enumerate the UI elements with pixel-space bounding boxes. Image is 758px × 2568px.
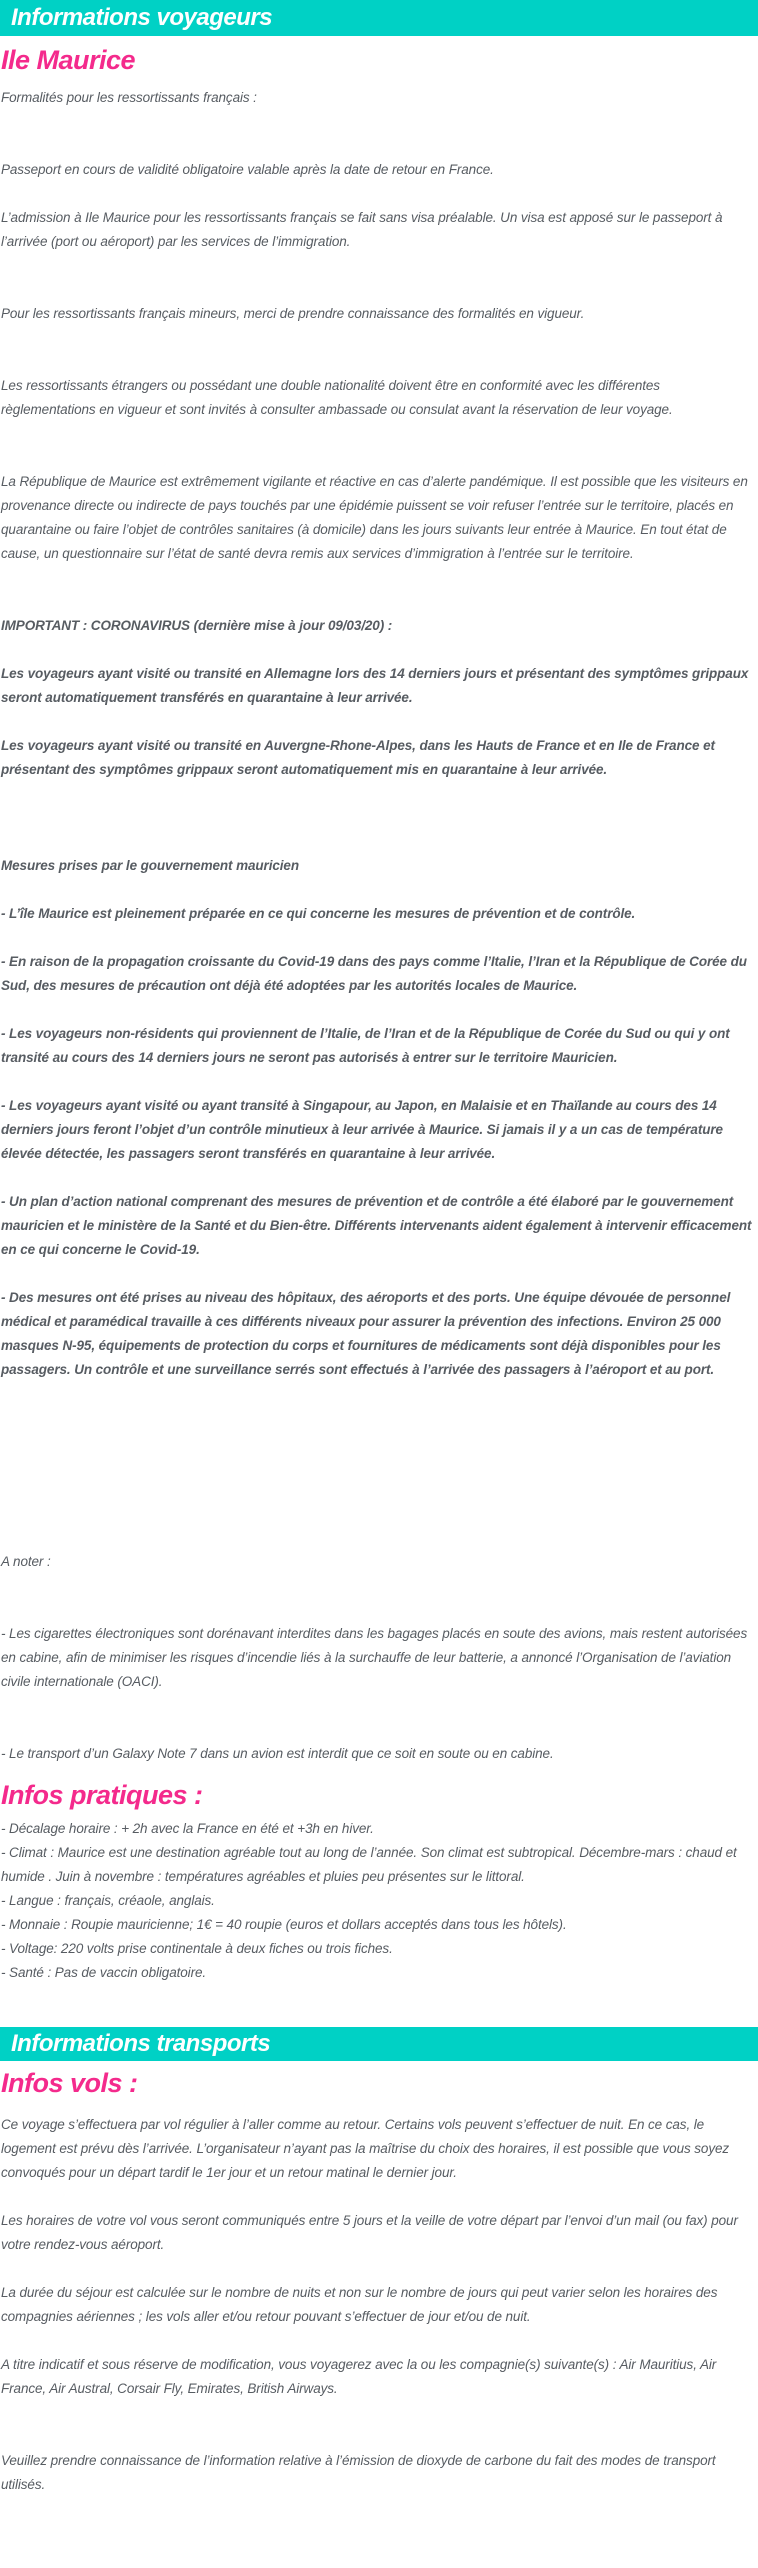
paragraph [1,2401,756,2425]
list-item: - Climat : Maurice est une destination agréable tout au long de l’année. Son climat est subtropical. Décembre-mars : chaud et humide . Juin à novembre : températures agréables et pluies peu présentes sur le littoral. [1,1845,737,1884]
paragraph [1,446,756,470]
paragraph: - L’île Maurice est pleinement préparée en ce qui concerne les mesures de prévention et de contrôle. [1,906,636,921]
paragraph [1,1382,756,1406]
paragraph: Les voyageurs ayant visité ou transité en Allemagne lors des 14 derniers jours et présentant des symptômes grippaux seront automatiquement transférés en quarantaine à leur arrivée. [1,666,749,705]
paragraph: Les horaires de votre vol vous seront communiqués entre 5 jours et la veille de votre départ par l’envoi d’un mail (ou fax) pour votre rendez-vous aéroport. [1,2213,738,2252]
paragraph: - En raison de la propagation croissante du Covid-19 dans des pays comme l’Italie, l’Iran et la République de Corée du Sud, des mesures de précaution ont déjà été adoptées par les autorités locales de Maurice. [1,954,747,993]
paragraph [1,1502,756,1526]
paragraph: La durée du séjour est calculée sur le nombre de nuits et non sur le nombre de jours qui peut varier selon les horaires des compagnies aériennes ; les vols aller et/ou retour pouvant s’effectuer de jour et/ou de nuit. [1,2285,718,2324]
paragraph [1,2257,756,2281]
paragraph: - Les voyageurs ayant visité ou ayant transité à Singapour, au Japon, en Malaisie et en Thaïlande au cours des 14 derniers jours feront l’objet d’un contrôle minutieux à leur arrivée à Maurice. Si jamais il y a un cas de température élevée détectée, les passagers seront transférés en quarantaine à leur arrivée. [1,1098,723,1161]
paragraph [1,926,756,950]
paragraph: Formalités pour les ressortissants français : [1,90,257,105]
paragraph: Les ressortissants étrangers ou possédant une double nationalité doivent être en conformité avec les différentes règlementations en vigueur et sont invités à consulter ambassade ou consulat avant la réservation de leur voyage. [1,378,673,417]
heading-infos-pratiques: Infos pratiques : [1,1780,203,1810]
paragraph: - Des mesures ont été prises au niveau des hôpitaux, des aéroports et des ports. Une équipe dévouée de personnel médical et paramédical travaille à ces différents niveaux pour assurer la prévention des infections. Environ 25 000 masques N-95, équipements de protection du corps et fournitures de médicaments sont déjà disponibles pour les passagers. Un contrôle et une surveillance serrés sont effectués à l’arrivée des passagers à l’aéroport et au port. [1,1290,731,1377]
paragraph [1,1526,756,1550]
paragraph [1,2425,756,2449]
paragraph: L’admission à Ile Maurice pour les ressortissants français se fait sans visa préalable. Un visa est apposé sur le passeport à l’arrivée (port ou aéroport) par les services de l’immigration. [1,210,723,249]
paragraph: - Le transport d’un Galaxy Note 7 dans un avion est interdit que ce soit en soute ou en cabine. [1,1746,554,1761]
paragraph [1,1478,756,1502]
paragraph [1,1406,756,1430]
paragraph [1,878,756,902]
paragraph [1,638,756,662]
paragraph [1,254,756,278]
list-item: - Langue : français, créaole, anglais. [1,1893,215,1908]
paragraph [1,1694,756,1718]
paragraph [1,566,756,590]
paragraph [1,1718,756,1742]
paragraph: IMPORTANT : CORONAVIRUS (dernière mise à jour 09/03/20) : [1,618,393,633]
paragraph [1,278,756,302]
paragraph: Ce voyage s’effectuera par vol régulier à l’aller comme au retour. Certains vols peuvent s’effectuer de nuit. En ce cas, le logement est prévu dès l’arrivée. L’organisateur n’ayant pas la maîtrise du choix des horaires, il est possible que vous soyez convoqués pour un départ tardif le 1er jour et un retour matinal le dernier jour. [1,2117,730,2180]
paragraph: - Les voyageurs non-résidents qui proviennent de l’Italie, de l’Iran et de la République de Corée du Sud ou qui y ont transité au cours des 14 derniers jours ne seront pas autorisés à entrer sur le territoire Mauricien. [1,1026,730,1065]
paragraph: - Un plan d’action national comprenant des mesures de prévention et de contrôle a été élaboré par le gouvernement mauricien et le ministère de la Santé et du Bien-être. Différents intervenants aident également à intervenir efficacement en ce qui concerne le Covid-19. [1,1194,752,1257]
paragraph [1,806,756,830]
paragraph: A titre indicatif et sous réserve de modification, vous voyagerez avec la ou les compagnie(s) suivante(s) : Air Mauritius, Air France, Air Austral, Corsair Fly, Emirates, British Airways. [1,2357,717,2396]
banner-informations-transports [0,2027,758,2061]
paragraph [1,1454,756,1478]
paragraph [1,2185,756,2209]
paragraph: Mesures prises par le gouvernement mauricien [1,858,299,873]
paragraph [1,710,756,734]
paragraph [1,422,756,446]
paragraph [1,182,756,206]
section-infos-vols [1,2113,756,2497]
paragraph: Veuillez prendre connaissance de l’information relative à l’émission de dioxyde de carbone du fait des modes de transport utilisés. [1,2453,716,2492]
paragraph [1,326,756,350]
paragraph [1,2329,756,2353]
paragraph [1,1166,756,1190]
paragraph: - Les cigarettes électroniques sont dorénavant interdites dans les bagages placés en soute des avions, mais restent autorisées en cabine, afin de minimiser les risques d’incendie liés à la surchauffe de leur batterie, a annoncé l’Organisation de l’aviation civile internationale (OACI). [1,1626,748,1689]
banner-informations-voyageurs [0,0,758,36]
list-item: - Monnaie : Roupie mauricienne; 1€ = 40 roupie (euros et dollars acceptés dans tous les hôtels). [1,1917,567,1932]
paragraph [1,134,756,158]
banner-title-voyageurs: Informations voyageurs [11,4,273,31]
heading-ile-maurice: Ile Maurice [1,45,136,75]
paragraph [1,1430,756,1454]
paragraph: Pour les ressortissants français mineurs, merci de prendre connaissance des formalités en vigueur. [1,306,585,321]
paragraph [1,830,756,854]
paragraph: A noter : [1,1554,51,1569]
banner-title-transports: Informations transports [11,2030,271,2057]
paragraph [1,782,756,806]
paragraph [1,1598,756,1622]
list-item: - Santé : Pas de vaccin obligatoire. [1,1965,207,1980]
paragraph: La République de Maurice est extrêmement vigilante et réactive en cas d’alerte pandémique. Il est possible que les visiteurs en provenance directe ou indirecte de pays touchés par une épidémie puissent se voir refuser l’entrée sur le territoire, placés en quarantaine ou faire l’objet de contrôles sanitaires (à domicile) dans les jours suivants leur entrée à Maurice. En tout état de cause, un questionnaire sur l’état de santé devra remis aux services d’immigration à l’entrée sur le territoire. [1,474,748,561]
paragraph [1,350,756,374]
content [0,45,758,1991]
paragraph [1,1262,756,1286]
paragraph [1,1070,756,1094]
paragraph [1,590,756,614]
list-item: - Décalage horaire : + 2h avec la France en été et +3h en hiver. [1,1821,374,1836]
paragraph: Passeport en cours de validité obligatoire valable après la date de retour en France. [1,162,494,177]
paragraph [1,998,756,1022]
paragraph: Les voyageurs ayant visité ou transité en Auvergne-Rhone-Alpes, dans les Hauts de France et en Ile de France et présentant des symptômes grippaux seront automatiquement mis en quarantaine à leur arrivée. [1,738,715,777]
paragraph [1,110,756,134]
section-voyageurs [1,86,756,1766]
heading-infos-vols: Infos vols : [1,2068,138,2098]
content-transports [0,2068,758,2503]
paragraph [1,1574,756,1598]
section-infos-pratiques [1,1817,756,1985]
list-item: - Voltage: 220 volts prise continentale à deux fiches ou trois fiches. [1,1941,393,1956]
